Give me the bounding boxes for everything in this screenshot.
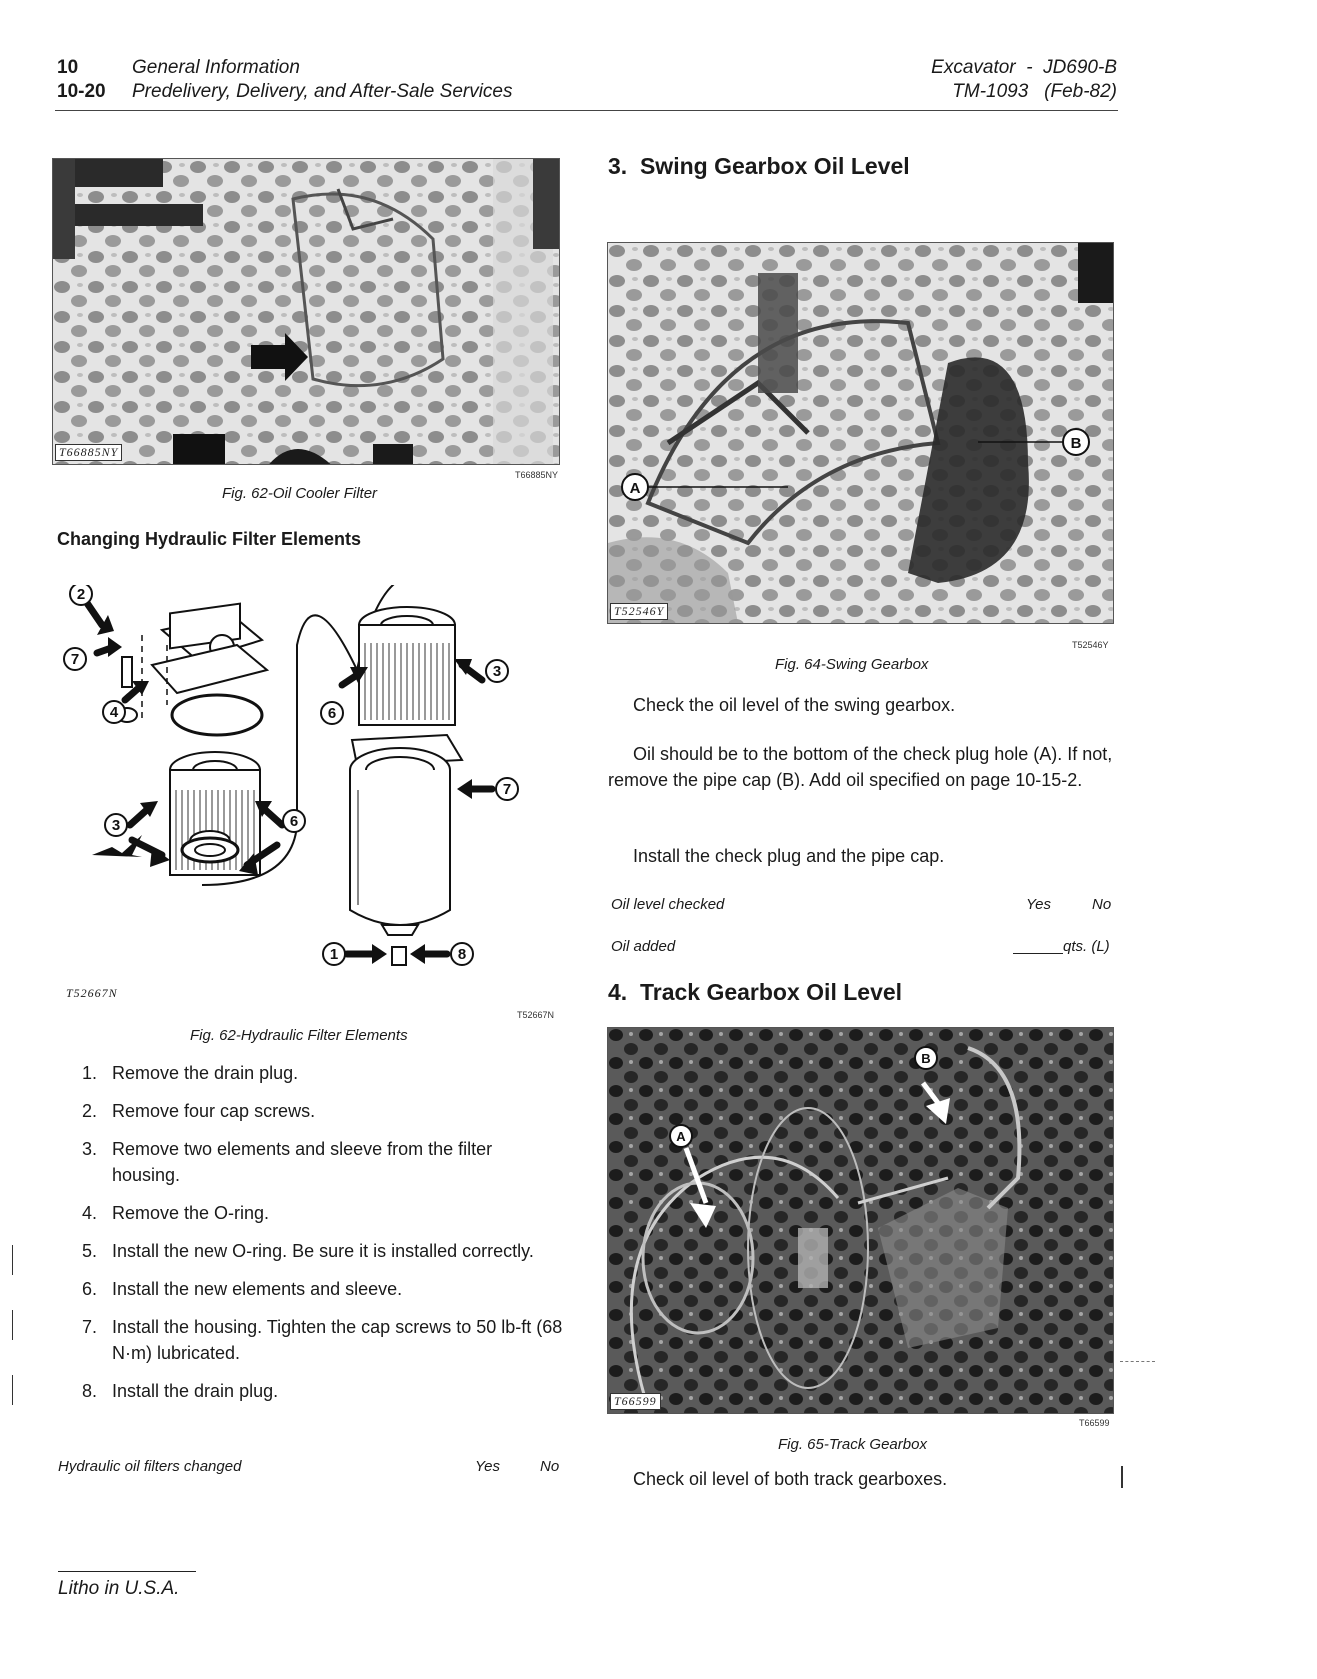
photo-code: T66885NY <box>55 444 122 461</box>
paragraph: Install the check plug and the pipe cap. <box>633 846 945 866</box>
paragraph: Oil should be to the bottom of the check plug hole (A). If not, remove the pipe cap (B). Add oil specified on page 10-15-2. <box>608 744 1113 790</box>
checklist-no[interactable]: No <box>540 1458 560 1475</box>
figure-caption: Fig. 62-Hydraulic Filter Elements <box>190 1027 408 1044</box>
figure-code: T66599 <box>1079 1418 1110 1428</box>
callout-1-label: 1 <box>329 946 339 963</box>
checklist-label: Oil added <box>611 938 676 955</box>
section-heading: 4. Track Gearbox Oil Level <box>608 979 903 1005</box>
paragraph: Check the oil level of the swing gearbox. <box>633 695 956 715</box>
blank-line[interactable] <box>1013 953 1063 954</box>
figure-caption: Fig. 62-Oil Cooler Filter <box>222 485 378 502</box>
header-model: Excavator - JD690-B <box>931 57 1117 78</box>
label-a: A <box>629 480 641 497</box>
hydraulic-filter-diagram <box>52 585 562 1005</box>
checklist-label: Oil level checked <box>611 896 725 913</box>
swing-gearbox-photo <box>607 242 1114 624</box>
figure-code: T52546Y <box>1072 640 1109 650</box>
header-manual: TM-1093 (Feb-82) <box>952 81 1117 102</box>
footer-rule <box>58 1571 196 1572</box>
procedure-steps <box>60 1060 565 1416</box>
step-item: 7. Install the housing. Tighten the cap screws to 50 lb-ft (68 N·m) lubricated. <box>82 1317 563 1363</box>
checklist-no[interactable]: No <box>1092 896 1112 913</box>
callout-6b-label: 6 <box>327 705 337 722</box>
label-a: A <box>676 1129 686 1144</box>
diagram-code-right: T52667N <box>517 1010 555 1020</box>
callout-3-label: 3 <box>111 817 121 834</box>
checklist-label: Hydraulic oil filters changed <box>58 1458 242 1475</box>
step-item: 4. Remove the O-ring. <box>82 1203 270 1223</box>
step-item: 3. Remove two elements and sleeve from the filter housing. <box>82 1139 493 1185</box>
page-number: 10 <box>57 57 79 78</box>
paragraph: Check oil level of both track gearboxes. <box>633 1469 948 1489</box>
callout-8-label: 8 <box>457 946 467 963</box>
callout-6-label: 6 <box>289 813 299 830</box>
callout-3b-label: 3 <box>492 663 502 680</box>
step-item: 6. Install the new elements and sleeve. <box>82 1279 403 1299</box>
photo-code: T66599 <box>610 1393 661 1410</box>
figure-code: T66885NY <box>515 470 559 480</box>
oil-cooler-filter-photo <box>52 158 560 465</box>
step-item: 1. Remove the drain plug. <box>82 1063 299 1083</box>
step-item: 2. Remove four cap screws. <box>82 1101 316 1121</box>
checklist-yes[interactable]: Yes <box>1026 896 1052 913</box>
step-item: 8. Install the drain plug. <box>82 1381 279 1401</box>
checklist-yes[interactable]: Yes <box>475 1458 501 1475</box>
step-item: 5. Install the new O-ring. Be sure it is installed correctly. <box>82 1241 534 1261</box>
callout-2-label: 2 <box>76 586 86 603</box>
checklist-unit: qts. (L) <box>1063 938 1110 955</box>
callout-4-label: 4 <box>109 704 119 721</box>
header-rule <box>55 110 1118 111</box>
crop-mark <box>1120 1361 1155 1362</box>
left-margin-mark <box>12 1375 13 1405</box>
callout-7b-label: 7 <box>502 781 512 798</box>
photo-code: T52546Y <box>610 603 668 620</box>
change-bar <box>1121 1466 1123 1488</box>
left-margin-mark <box>12 1310 13 1340</box>
section-heading: 3. Swing Gearbox Oil Level <box>608 153 910 179</box>
header-title: General Information <box>132 57 300 78</box>
header-subtitle: Predelivery, Delivery, and After-Sale Services <box>132 81 513 102</box>
track-gearbox-photo <box>607 1027 1114 1414</box>
diagram-code-left: T52667N <box>66 986 118 1000</box>
left-margin-mark <box>12 1245 13 1275</box>
section-heading: Changing Hydraulic Filter Elements <box>57 529 362 549</box>
figure-caption: Fig. 64-Swing Gearbox <box>775 656 929 673</box>
figure-caption: Fig. 65-Track Gearbox <box>778 1436 927 1453</box>
callout-7-label: 7 <box>70 651 80 668</box>
section-number: 10-20 <box>57 81 106 102</box>
footer-litho: Litho in U.S.A. <box>58 1578 180 1599</box>
label-b: B <box>921 1051 931 1066</box>
label-b: B <box>1070 435 1082 452</box>
